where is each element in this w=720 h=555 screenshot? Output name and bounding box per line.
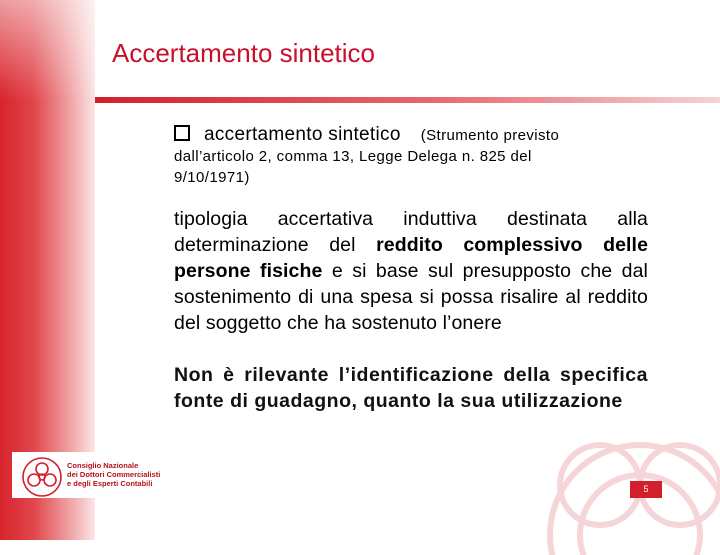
- checkbox-bullet-icon: [174, 125, 190, 141]
- reference-line-2: 9/10/1971): [174, 169, 250, 186]
- definition-text-1: tipologia accertativa induttiva destinata alla determinazione del: [174, 208, 648, 256]
- page-number: 5: [630, 481, 662, 498]
- org-line-2: dei Dottori Commercialisti: [67, 469, 161, 479]
- reference-line-1: dall’articolo 2, comma 13, Legge Delega n. 825 del: [174, 148, 532, 165]
- relevance-paragraph: Non è rilevante l’identificazione della specifica fonte di guadagno, quanto la sua utilizzazione: [174, 364, 648, 412]
- definition-text-2: e si base sul presupposto che dal sostenimento di una spesa si possa risalire al reddito del soggetto che ha sostenuto l’onere: [174, 260, 648, 334]
- definition-bold-text: reddito complessivo delle persone fisiche: [174, 234, 649, 282]
- bullet-item: [174, 124, 648, 146]
- cndcec-logo-icon: [20, 455, 64, 499]
- slide-title: Accertamento sintetico: [112, 38, 376, 68]
- definition-paragraph: [174, 206, 648, 336]
- organization-name: [67, 462, 160, 488]
- slide-content: [174, 124, 648, 434]
- org-line-3: e degli Esperti Contabili: [67, 478, 153, 488]
- org-line-1: Consiglio Nazionale: [67, 461, 139, 470]
- title-divider: [95, 97, 720, 103]
- bullet-reference-start: (Strumento previsto: [420, 127, 560, 144]
- bullet-heading: accertamento sintetico: [204, 124, 401, 145]
